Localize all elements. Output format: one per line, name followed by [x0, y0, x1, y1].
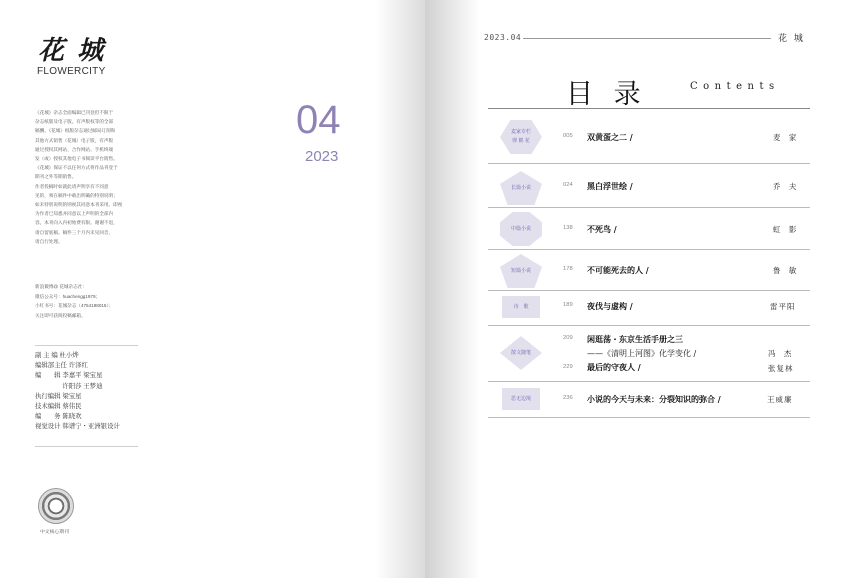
- toc-entry-author: 张复林: [768, 364, 794, 373]
- page-number: 229: [563, 364, 573, 370]
- column-badge: [500, 290, 542, 324]
- page-number: 189: [563, 302, 573, 308]
- toc-divider: [488, 207, 810, 208]
- core-journal-seal-icon: [38, 488, 74, 524]
- seal-caption: 中文核心期刊: [40, 530, 69, 535]
- toc-entry-author: 王威廉: [767, 395, 793, 404]
- copyright-line: 《花城》杂志全面编辑已刊登但不限于: [35, 110, 114, 115]
- column-name-line: 弹 棉 花: [512, 138, 530, 144]
- contact-line: 新浪微博@ 花城杂志社：: [35, 284, 87, 289]
- column-badge: [500, 254, 542, 288]
- contact-line: 微信公众号：huachengg1979；: [35, 293, 101, 299]
- copyright-line: 为作者已知悉并同意以上声明的全部内: [35, 211, 114, 217]
- column-name: 诗 歌: [513, 303, 529, 310]
- copyright-line: 其他方式销售（花城）电子版，有声版: [35, 137, 114, 143]
- copyright-line: 作者投稿时如就此请声明享有不同意: [35, 183, 109, 189]
- page-number: 209: [563, 335, 573, 341]
- toc-entry-title[interactable]: 小说的今天与未来：分裂知识的弥合 /: [587, 394, 721, 404]
- toc-entry-title[interactable]: 不死鸟 /: [587, 224, 617, 234]
- toc-entry-title[interactable]: 不可能死去的人 /: [587, 265, 649, 275]
- column-name: 散文随笔: [510, 349, 531, 356]
- copyright-notice: [35, 108, 139, 246]
- staff-line: 编辑部主任 许泽红: [35, 362, 88, 370]
- copyright-line: 请自行处理。: [35, 238, 63, 244]
- staff-line: 副 主 编 杜小烨: [35, 352, 79, 359]
- issue-number: 04: [296, 98, 341, 142]
- staff-line: 编 务 陈晓欢: [35, 413, 82, 421]
- staff-line: 执行编辑 梁宝星: [35, 392, 82, 400]
- copyright-line: 期刊之外等期销售。: [35, 174, 77, 180]
- column-name: 思无边境: [510, 395, 531, 402]
- toc-divider: [488, 249, 810, 250]
- toc-title-en: Contents: [690, 81, 780, 92]
- copyright-line: 《花城》保证不以任何方式将作品刊登于: [35, 165, 118, 171]
- copyright-line: 稿酬。《花城》纸版杂志通过邮局订阅和: [35, 128, 116, 134]
- copyright-line: 请自留底稿。稿件三个月内未见回音，: [35, 229, 114, 235]
- column-name: 短篇小说: [510, 267, 531, 274]
- column-name: 长篇小说: [510, 184, 531, 191]
- copyright-line: 杂志纸版及电子版。有声版权等的全部: [35, 119, 114, 125]
- divider: [35, 446, 138, 447]
- contact-info: [35, 282, 145, 320]
- copyright-line: 见的，须在稿件中载出明确的特别说明；: [35, 192, 118, 198]
- issue-date: 2023.04: [484, 33, 522, 42]
- copyright-line: 发（或）授权其他电子书阅读平台销售。: [35, 156, 118, 162]
- toc-entry-title[interactable]: 夜伐与虚构 /: [587, 301, 633, 311]
- contact-line: 小红书号：花城杂志（4754188015）；: [35, 303, 114, 308]
- toc-divider: [488, 325, 810, 326]
- toc-title: 目 录: [566, 79, 647, 110]
- column-badge: [500, 171, 542, 205]
- toc-entry-title[interactable]: 闲逛荡・东京生活手册之三: [587, 334, 683, 344]
- toc-entry-author: 雷平阳: [770, 302, 796, 311]
- toc-entry-title[interactable]: 双黄蛋之二 /: [587, 132, 633, 142]
- page-number: 178: [563, 266, 573, 272]
- header-rule: [523, 38, 771, 39]
- toc-entry-subtitle[interactable]: ——《清明上河图》化学变化 /: [587, 349, 697, 358]
- column-badge: [500, 336, 542, 370]
- toc-entry-author: 虹 影: [773, 225, 800, 234]
- magazine-logo: 花 城: [38, 36, 106, 66]
- copyright-line: 通过授权其网站、合作网站、手机终端: [35, 146, 114, 152]
- toc-divider: [488, 163, 810, 164]
- toc-entry-author: 冯 杰: [768, 349, 795, 358]
- editorial-staff: [35, 351, 147, 433]
- toc-divider: [488, 108, 810, 109]
- toc-entry-author: 乔 夫: [773, 182, 800, 191]
- toc-entry-author: 麦 家: [773, 133, 800, 142]
- gutter-shadow: [375, 0, 425, 578]
- column-badge: [500, 212, 542, 246]
- staff-line: 技术编辑 蔡伟民: [35, 403, 82, 411]
- contact-line: 关注即可获阅投稿邮箱。: [35, 312, 86, 318]
- staff-line: 编 辑 李嘉平 梁宝星: [35, 372, 103, 380]
- copyright-line: 如未特别说明的则视其同意本刊采用。即视: [35, 202, 123, 208]
- column-badge: [500, 120, 542, 154]
- magazine-logo-en: FLOWERCITY: [37, 66, 106, 77]
- column-name-line: 麦家专栏: [510, 129, 531, 135]
- staff-line: 视觉设计 韩谱宁・亚洲银设计: [35, 423, 120, 431]
- column-name: [501, 128, 541, 146]
- divider: [35, 345, 138, 346]
- copyright-line: 容。本刊向入内初始费有限。谢谢不退，: [35, 220, 118, 226]
- page-number: 236: [563, 395, 573, 401]
- page-number: 005: [563, 133, 573, 139]
- issue-year: 2023: [305, 148, 339, 165]
- column-badge: [500, 382, 542, 416]
- page-number: 138: [563, 225, 573, 231]
- header-brand: 花 城: [778, 34, 805, 44]
- gutter-shadow: [425, 0, 480, 578]
- column-name: 中篇小说: [510, 225, 531, 232]
- staff-line: 许阳莎 王梦迪: [35, 382, 103, 390]
- toc-divider: [488, 417, 810, 418]
- page-number: 024: [563, 182, 573, 188]
- toc-entry-author: 鲁 敏: [773, 266, 800, 275]
- toc-entry-title[interactable]: 最后的守夜人 /: [587, 362, 641, 372]
- toc-entry-title[interactable]: 黑白浮世绘 /: [587, 181, 633, 191]
